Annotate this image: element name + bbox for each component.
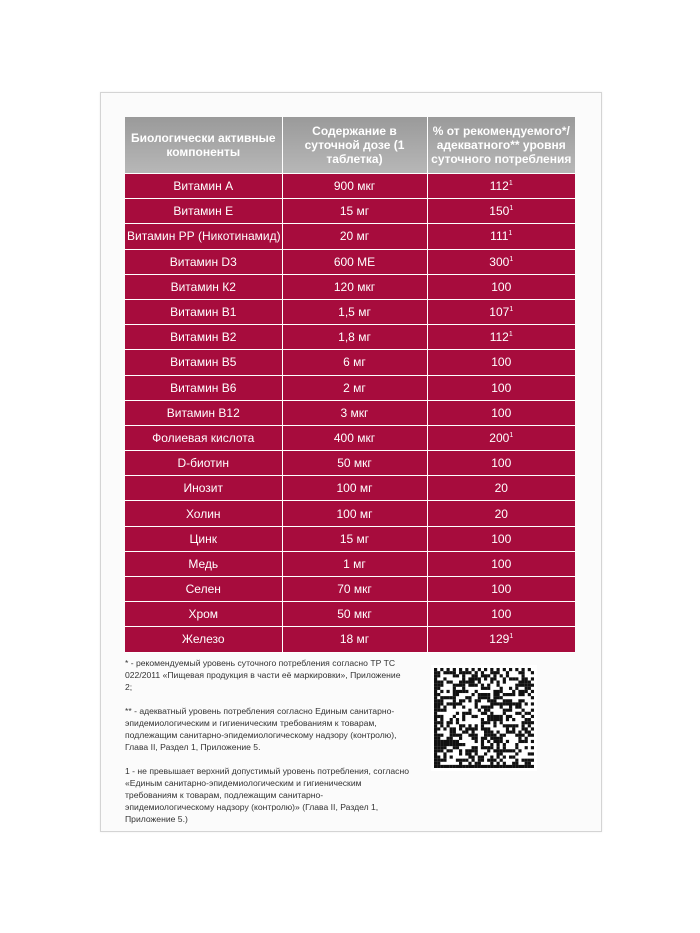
footnotes: [125, 657, 410, 837]
table-header-row: [125, 117, 575, 174]
table-row: [125, 199, 575, 224]
table-row: [125, 476, 575, 501]
table-row: [125, 350, 575, 375]
percent-number: 100: [491, 607, 512, 622]
component-name: Витамин В2: [125, 325, 282, 350]
component-name: D-биотин: [125, 451, 282, 476]
dose-value: 1 мг: [282, 551, 427, 576]
percent-value: [427, 325, 575, 350]
dose-value: 1,8 мг: [282, 325, 427, 350]
table-row: [125, 375, 575, 400]
dose-value: 100 мг: [282, 476, 427, 501]
component-name: Витамин А: [125, 174, 282, 199]
percent-value: [427, 375, 575, 400]
table-row: [125, 551, 575, 576]
table-row: [125, 526, 575, 551]
percent-number: 107: [489, 305, 510, 320]
percent-value: [427, 451, 575, 476]
percent-number: 100: [491, 531, 512, 546]
header-percent: % от рекомендуемого*/ адекватного** уровня суточного потребления: [427, 117, 575, 174]
percent-number: 200: [489, 430, 510, 445]
table-row: [125, 501, 575, 526]
dose-value: 400 мкг: [282, 425, 427, 450]
component-name: Витамин Е: [125, 199, 282, 224]
percent-number: 100: [491, 405, 512, 420]
component-name: Железо: [125, 627, 282, 652]
percent-number: 150: [489, 204, 510, 219]
table-row: [125, 602, 575, 627]
component-name: Хром: [125, 602, 282, 627]
datamatrix-code: [431, 665, 537, 771]
dose-value: 50 мкг: [282, 602, 427, 627]
percent-value: [427, 350, 575, 375]
percent-value: [427, 249, 575, 274]
component-name: Витамин В12: [125, 400, 282, 425]
component-name: Витамин D3: [125, 249, 282, 274]
dose-value: 600 МЕ: [282, 249, 427, 274]
percent-number: 100: [491, 279, 512, 294]
table-row: [125, 627, 575, 652]
percent-value: [427, 274, 575, 299]
dose-value: 100 мг: [282, 501, 427, 526]
percent-number: 100: [491, 582, 512, 597]
dose-value: 1,5 мг: [282, 299, 427, 324]
percent-number: 100: [491, 456, 512, 471]
table-row: [125, 299, 575, 324]
footnote-marker: 1: [509, 633, 514, 641]
footnote-marker: 1: [508, 230, 513, 238]
component-name: Витамин В5: [125, 350, 282, 375]
percent-number: 112: [489, 179, 509, 194]
footnote-recommended: * - рекомендуемый уровень суточного потребления согласно ТР ТС 022/2011 «Пищевая продукция в части её маркировки», Приложение 2;: [125, 658, 401, 692]
dose-value: 2 мг: [282, 375, 427, 400]
component-name: Витамин РР (Никотинамид): [125, 224, 282, 249]
percent-value: [427, 602, 575, 627]
percent-value: [427, 577, 575, 602]
percent-value: [427, 174, 575, 199]
footnote-upper-limit: 1 - не превышает верхний допустимый уровень потребления, согласно «Единым санитарно-эпидемиологическим и гигиеническим требованиям к товарам, подлежащим санитарно-эпидемиологическому надзору (контролю)» (Глава II, Раздел 1, Приложение 5.): [125, 766, 409, 824]
component-name: Витамин В6: [125, 375, 282, 400]
dose-value: 900 мкг: [282, 174, 427, 199]
table-row: [125, 174, 575, 199]
percent-value: [427, 551, 575, 576]
component-name: Витамин К2: [125, 274, 282, 299]
component-name: Витамин В1: [125, 299, 282, 324]
component-name: Селен: [125, 577, 282, 602]
dose-value: 6 мг: [282, 350, 427, 375]
footnote-marker: 1: [509, 306, 514, 314]
table-row: [125, 274, 575, 299]
dose-value: 120 мкг: [282, 274, 427, 299]
component-name: Фолиевая кислота: [125, 425, 282, 450]
component-name: Инозит: [125, 476, 282, 501]
percent-number: 111: [490, 229, 509, 244]
dose-value: 18 мг: [282, 627, 427, 652]
percent-value: [427, 476, 575, 501]
dose-value: 20 мг: [282, 224, 427, 249]
table-row: [125, 400, 575, 425]
dose-value: 15 мг: [282, 526, 427, 551]
percent-value: [427, 526, 575, 551]
percent-value: [427, 400, 575, 425]
percent-value: [427, 425, 575, 450]
table-row: [125, 577, 575, 602]
leaflet-page: [100, 92, 602, 832]
percent-value: [427, 627, 575, 652]
dose-value: 15 мг: [282, 199, 427, 224]
header-dose: Содержание в суточной дозе (1 таблетка): [282, 117, 427, 174]
percent-value: [427, 224, 575, 249]
percent-number: 112: [489, 330, 509, 345]
dose-value: 50 мкг: [282, 451, 427, 476]
percent-number: 300: [489, 254, 510, 269]
table-row: [125, 224, 575, 249]
header-components: Биологически активные компоненты: [125, 117, 282, 174]
footnote-marker: 1: [509, 205, 514, 213]
table-row: [125, 451, 575, 476]
dose-value: 70 мкг: [282, 577, 427, 602]
percent-number: 129: [489, 632, 510, 647]
table-row: [125, 425, 575, 450]
percent-number: 20: [494, 506, 508, 521]
table-body: [125, 174, 575, 653]
percent-number: 100: [491, 355, 512, 370]
percent-number: 100: [491, 556, 512, 571]
percent-value: [427, 199, 575, 224]
component-name: Холин: [125, 501, 282, 526]
footnote-marker: 1: [509, 431, 514, 439]
table-row: [125, 249, 575, 274]
percent-number: 100: [491, 380, 512, 395]
footnote-marker: 1: [508, 180, 513, 188]
percent-number: 20: [494, 481, 508, 496]
component-name: Медь: [125, 551, 282, 576]
footnote-marker: 1: [508, 331, 513, 339]
dose-value: 3 мкг: [282, 400, 427, 425]
vitamin-table: [125, 117, 575, 653]
footnote-adequate: ** - адекватный уровень потребления согласно Единым санитарно-эпидемиологическим и гигиеническим требованиям к товарам, подлежащим санитарно-эпидемиологическому надзору (контролю), Глава II, Раздел 1, Приложение 5.: [125, 706, 397, 752]
percent-value: [427, 501, 575, 526]
datamatrix-icon: [434, 668, 534, 768]
footnote-marker: 1: [509, 255, 514, 263]
component-name: Цинк: [125, 526, 282, 551]
percent-value: [427, 299, 575, 324]
table-row: [125, 325, 575, 350]
